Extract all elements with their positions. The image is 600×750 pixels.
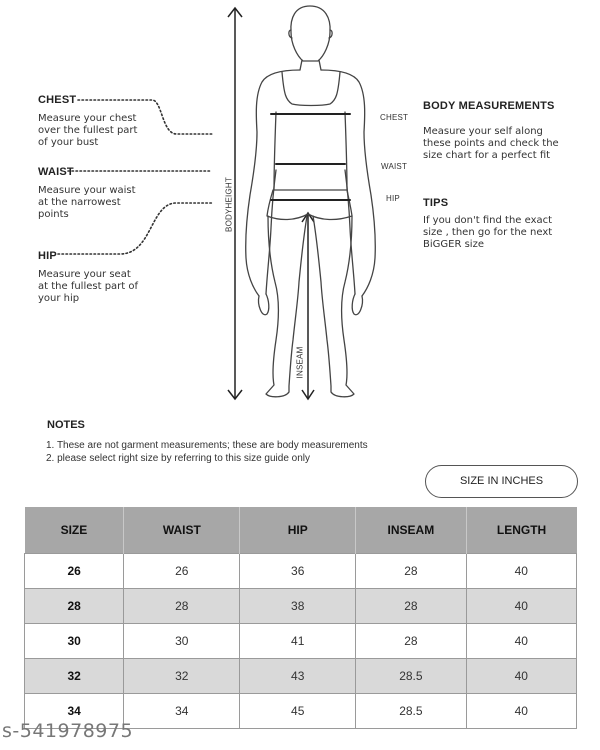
table-cell: 38 [240, 589, 356, 624]
notes-item: 2. please select right size by referring to this size guide only [46, 453, 311, 464]
table-cell: 28 [356, 554, 466, 589]
table-row [25, 624, 577, 659]
table-row [25, 554, 577, 589]
column-header: INSEAM [356, 507, 466, 554]
body-measurements-title: BODY MEASUREMENTS [423, 100, 555, 112]
human-figure [246, 6, 376, 397]
table-cell: 40 [466, 589, 576, 624]
hip-leader-line [58, 203, 212, 254]
table-cell: 30 [124, 624, 240, 659]
table-cell: 30 [25, 624, 124, 659]
size-chart-table [24, 507, 577, 729]
chest-label-text: Measure your chest over the fullest part of your bust [38, 113, 138, 148]
table-cell: 40 [466, 624, 576, 659]
table-cell: 40 [466, 659, 576, 694]
figure-chest-tag: CHEST [380, 113, 409, 122]
watermark-id: s-541978975 [2, 720, 134, 742]
figure-hip-tag: HIP [386, 194, 400, 203]
table-cell: 41 [240, 624, 356, 659]
table-cell: 43 [240, 659, 356, 694]
column-header: WAIST [124, 507, 240, 554]
table-cell: 28.5 [356, 694, 466, 729]
table-row [25, 659, 577, 694]
body-measurements-text: Measure your self along these points and check the size chart for a perfect fit [423, 126, 559, 161]
table-cell: 34 [124, 694, 240, 729]
hip-label-text: Measure your seat at the fullest part of your hip [38, 269, 139, 304]
notes-item: 1. These are not garment measurements; these are body measurements [46, 440, 368, 451]
chest-leader-line [78, 100, 212, 134]
table-header-row [25, 507, 577, 554]
table-cell: 28 [356, 624, 466, 659]
chest-label-title: CHEST [38, 94, 77, 106]
figure-waist-tag: WAIST [381, 162, 408, 171]
table-cell: 26 [25, 554, 124, 589]
waist-label-title: WAIST [38, 166, 74, 178]
table-cell: 28 [356, 589, 466, 624]
body-height-tag: BODYHEIGHT [224, 177, 234, 232]
notes-title: NOTES [47, 419, 85, 431]
table-cell: 28.5 [356, 659, 466, 694]
hip-label-title: HIP [38, 250, 57, 262]
table-cell: 28 [25, 589, 124, 624]
column-header: SIZE [25, 507, 124, 554]
column-header: LENGTH [466, 507, 576, 554]
table-cell: 28 [124, 589, 240, 624]
table-cell: 40 [466, 554, 576, 589]
tips-text: If you don't find the exact size , then go for the next BiGGER size [423, 215, 553, 250]
table-cell: 45 [240, 694, 356, 729]
table-cell: 36 [240, 554, 356, 589]
column-header: HIP [240, 507, 356, 554]
inseam-tag: INSEAM [295, 346, 305, 379]
tips-title: TIPS [423, 197, 449, 209]
table-cell: 26 [124, 554, 240, 589]
size-unit-badge: SIZE IN INCHES [425, 465, 578, 498]
table-cell: 40 [466, 694, 576, 729]
table-cell: 34 [25, 694, 124, 729]
table-row [25, 589, 577, 624]
table-cell: 32 [25, 659, 124, 694]
waist-label-text: Measure your waist at the narrowest points [38, 185, 136, 220]
table-cell: 32 [124, 659, 240, 694]
